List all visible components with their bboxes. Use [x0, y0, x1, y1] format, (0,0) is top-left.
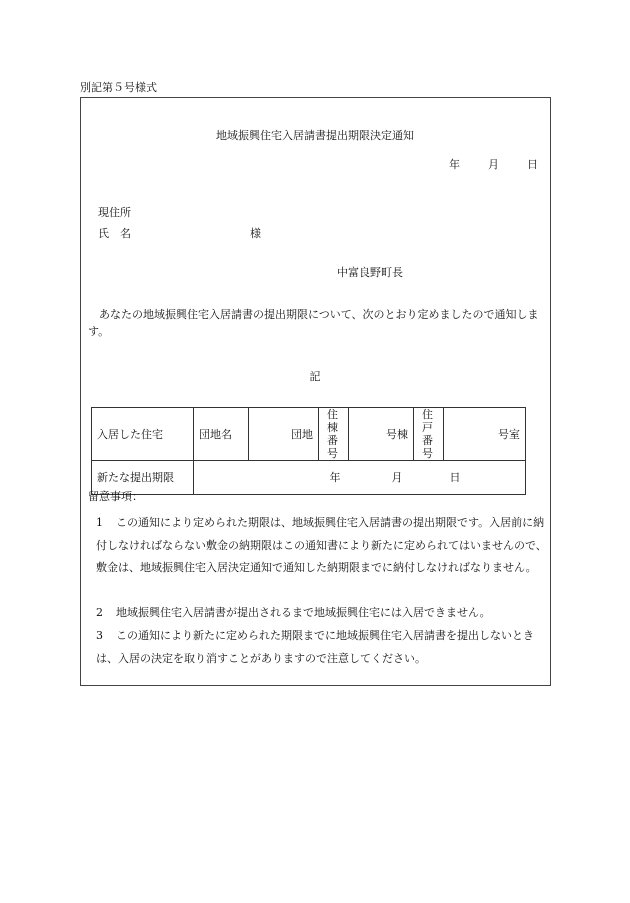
date-year: 年: [449, 158, 460, 171]
note-number: 3: [96, 629, 103, 642]
notes-heading: 留意事項：: [88, 490, 143, 503]
note-text: この通知により新たに定められた期限までに地域振興住宅入居請書を提出しないときは、入居の決定を取り消すことがありますので注意してください。: [96, 629, 534, 665]
note-number: 1: [96, 516, 103, 529]
issuer: 中富良野町長: [337, 266, 403, 279]
deadline-label: 新たな提出期限: [92, 461, 194, 495]
date-line: [449, 156, 538, 172]
building-cell: 号棟: [349, 408, 414, 461]
date-day: 日: [527, 158, 538, 171]
deadline-day: 日: [449, 470, 461, 484]
unit-number-line2: 番 号: [422, 434, 435, 460]
deadline-year: 年: [329, 470, 341, 484]
body-text: あなたの地域振興住宅入居請書の提出期限について、次のとおり定めましたので通知します。: [88, 308, 539, 338]
table-row-deadline: [92, 461, 526, 495]
note-1: [96, 512, 548, 580]
form-number-label: 別記第５号様式: [80, 81, 157, 94]
note-3: [96, 625, 548, 670]
info-table: [91, 407, 526, 495]
address-label: 現住所: [98, 206, 131, 219]
document-title: 地域振興住宅入居請書提出期限決定通知: [216, 129, 414, 142]
deadline-date: [194, 461, 526, 495]
name-label: 氏 名: [98, 227, 131, 240]
building-number-label: [319, 408, 349, 461]
note-number: 2: [96, 606, 103, 619]
danchi-cell: 団地: [249, 408, 319, 461]
table-row-residence: [92, 408, 526, 461]
note-text: 地域振興住宅入居請書が提出されるまで地域振興住宅には入居できません。: [116, 606, 491, 619]
residence-label: 入居した住宅: [92, 408, 194, 461]
note-text: この通知により定められた期限は、地域振興住宅入居請書の提出期限です。入居前に納付しなければならない敷金の納期限はこの通知書により新たに定められてはいませんので、敷金は、地域振興住宅入居決定通知で通知した納期限までに納付しなければなりません。: [96, 516, 547, 574]
unit-number-line1: 住 戸: [422, 408, 435, 434]
document-frame: [80, 97, 551, 686]
note-2: [96, 602, 548, 625]
date-month: 月: [488, 158, 499, 171]
building-number-line2: 番 号: [327, 434, 340, 460]
room-cell: 号室: [444, 408, 526, 461]
honorific: 様: [250, 227, 261, 240]
unit-number-label: [414, 408, 444, 461]
building-number-line1: 住 棟: [327, 408, 340, 434]
danchi-name-cell: 団地名: [194, 408, 249, 461]
deadline-month: 月: [391, 470, 403, 484]
ki-heading: 記: [309, 370, 321, 383]
